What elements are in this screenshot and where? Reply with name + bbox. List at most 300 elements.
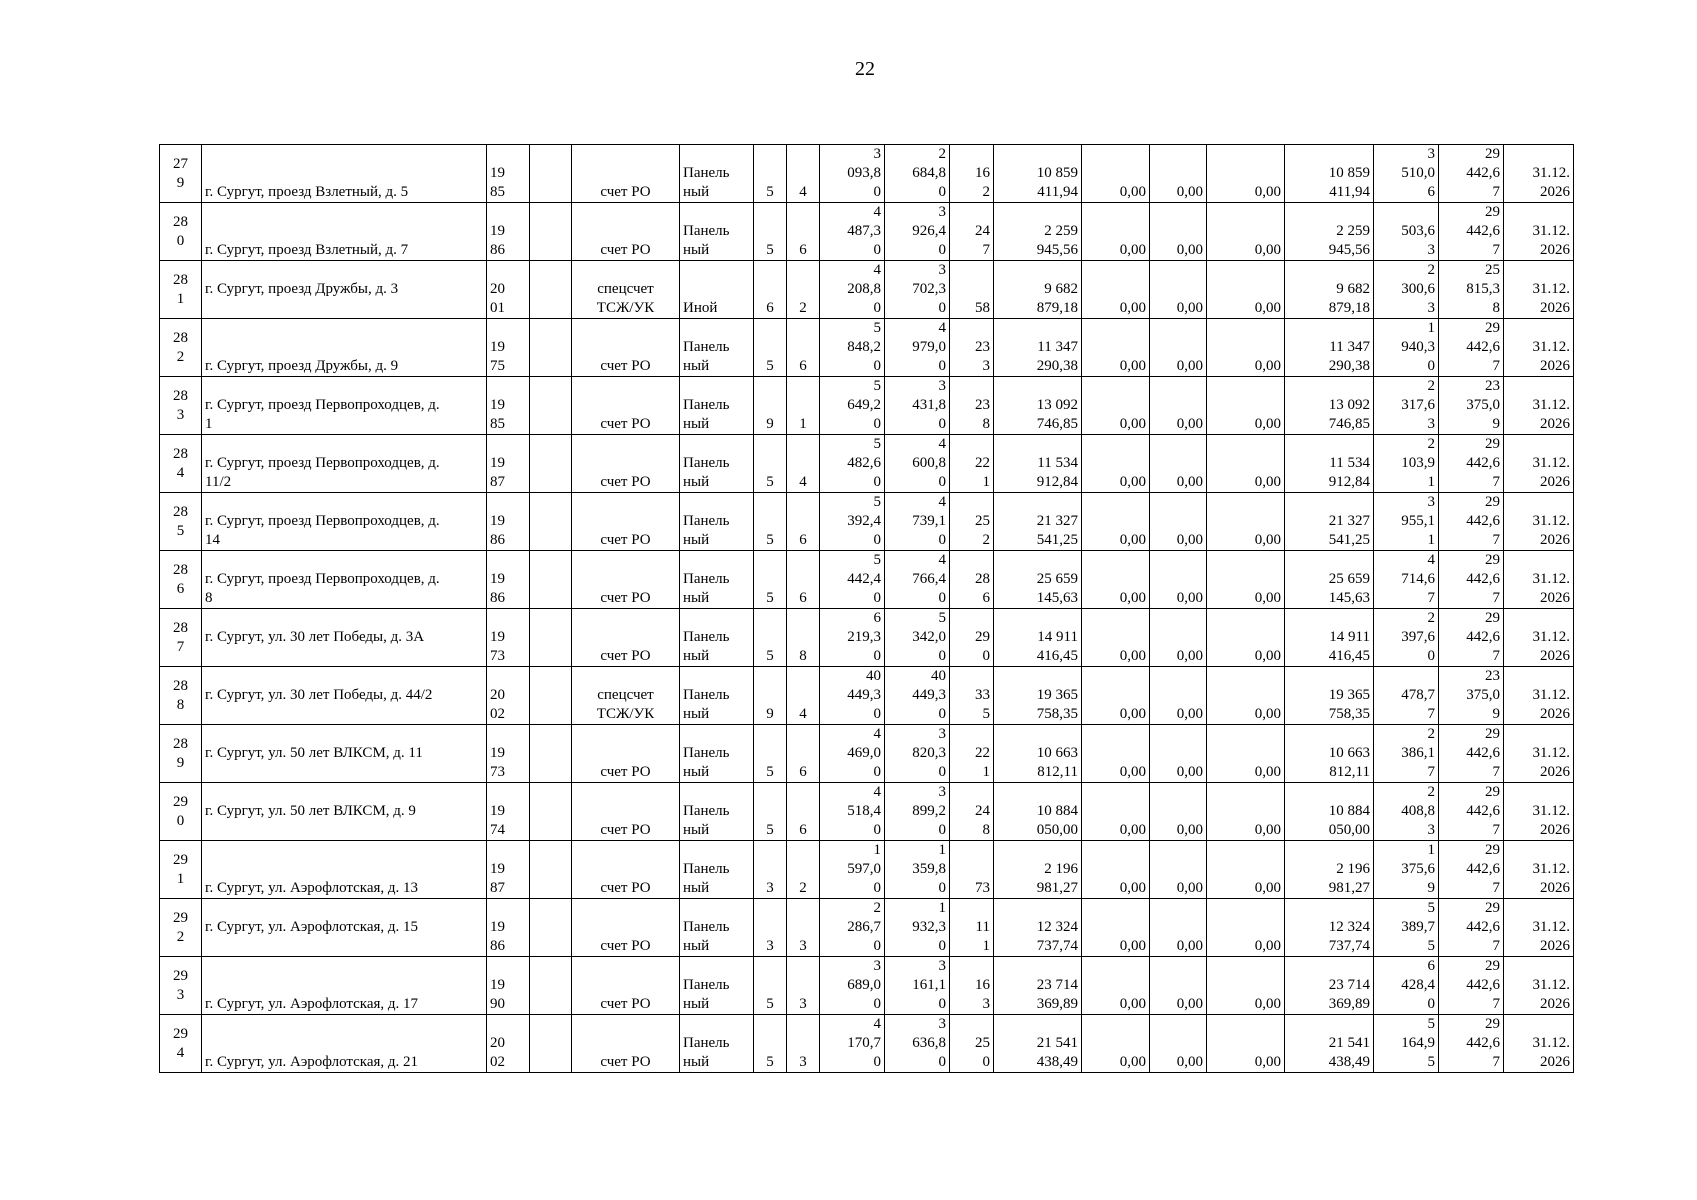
fund-federal-cell: 0,00 [1082, 667, 1150, 725]
residents-cell: 16 3 [950, 957, 994, 1015]
total-area-cell: 5 482,6 0 [820, 435, 885, 493]
total-area-cell: 3 093,8 0 [820, 145, 885, 203]
residents-cell: 11 1 [950, 899, 994, 957]
limit-cost-cell: 29 442,6 7 [1439, 725, 1504, 783]
entrances-cell: 8 [787, 609, 820, 667]
fund-federal-cell: 0,00 [1082, 957, 1150, 1015]
row-number: 28 2 [160, 319, 202, 377]
wall-material-cell: Панель ный [680, 667, 754, 725]
residents-cell: 28 6 [950, 551, 994, 609]
table-row [160, 377, 1574, 435]
completion-date-cell: 31.12. 2026 [1504, 145, 1574, 203]
fund-regional-cell: 0,00 [1150, 145, 1207, 203]
living-area-cell: 4 766,4 0 [885, 551, 950, 609]
table-row [160, 725, 1574, 783]
fund-regional-cell: 0,00 [1150, 551, 1207, 609]
address-cell: г. Сургут, проезд Первопроходцев, д. 1 [202, 377, 487, 435]
total-cost-cell: 2 196 981,27 [994, 841, 1082, 899]
residents-cell: 58 [950, 261, 994, 319]
fund-regional-cell: 0,00 [1150, 899, 1207, 957]
fund-federal-cell: 0,00 [1082, 145, 1150, 203]
fund-municipal-cell: 0,00 [1207, 145, 1285, 203]
build-year-cell: 20 02 [487, 667, 530, 725]
build-year-cell: 20 02 [487, 1015, 530, 1073]
fund-owners-cell: 10 884 050,00 [1285, 783, 1374, 841]
living-area-cell: 3 702,3 0 [885, 261, 950, 319]
limit-cost-cell: 23 375,0 9 [1439, 377, 1504, 435]
blank-cell [530, 783, 572, 841]
fund-owners-cell: 21 541 438,49 [1285, 1015, 1374, 1073]
row-number: 29 2 [160, 899, 202, 957]
fund-method-cell: спецсчет ТСЖ/УК [572, 261, 680, 319]
fund-method-cell: счет РО [572, 319, 680, 377]
unit-cost-cell: 5 164,9 5 [1374, 1015, 1439, 1073]
table-row [160, 841, 1574, 899]
living-area-cell: 1 932,3 0 [885, 899, 950, 957]
fund-federal-cell: 0,00 [1082, 899, 1150, 957]
unit-cost-cell: 2 386,1 7 [1374, 725, 1439, 783]
total-area-cell: 4 487,3 0 [820, 203, 885, 261]
blank-cell [530, 841, 572, 899]
fund-federal-cell: 0,00 [1082, 725, 1150, 783]
blank-cell [530, 957, 572, 1015]
unit-cost-cell: 4 714,6 7 [1374, 551, 1439, 609]
address-cell: г. Сургут, проезд Взлетный, д. 5 [202, 145, 487, 203]
blank-cell [530, 435, 572, 493]
row-number: 28 0 [160, 203, 202, 261]
residents-cell: 25 0 [950, 1015, 994, 1073]
limit-cost-cell: 29 442,6 7 [1439, 493, 1504, 551]
wall-material-cell: Панель ный [680, 319, 754, 377]
living-area-cell: 3 431,8 0 [885, 377, 950, 435]
build-year-cell: 19 87 [487, 435, 530, 493]
fund-owners-cell: 23 714 369,89 [1285, 957, 1374, 1015]
residents-cell: 24 7 [950, 203, 994, 261]
living-area-cell: 40 449,3 0 [885, 667, 950, 725]
wall-material-cell: Панель ный [680, 609, 754, 667]
total-area-cell: 6 219,3 0 [820, 609, 885, 667]
fund-federal-cell: 0,00 [1082, 203, 1150, 261]
address-cell: г. Сургут, проезд Первопроходцев, д. 8 [202, 551, 487, 609]
blank-cell [530, 667, 572, 725]
limit-cost-cell: 29 442,6 7 [1439, 957, 1504, 1015]
row-number: 28 1 [160, 261, 202, 319]
living-area-cell: 4 979,0 0 [885, 319, 950, 377]
total-area-cell: 3 689,0 0 [820, 957, 885, 1015]
total-area-cell: 40 449,3 0 [820, 667, 885, 725]
entrances-cell: 4 [787, 145, 820, 203]
fund-owners-cell: 12 324 737,74 [1285, 899, 1374, 957]
row-number: 28 4 [160, 435, 202, 493]
table-row [160, 551, 1574, 609]
total-cost-cell: 13 092 746,85 [994, 377, 1082, 435]
total-area-cell: 4 170,7 0 [820, 1015, 885, 1073]
fund-federal-cell: 0,00 [1082, 841, 1150, 899]
floors-cell: 5 [754, 725, 787, 783]
fund-method-cell: счет РО [572, 783, 680, 841]
blank-cell [530, 145, 572, 203]
total-cost-cell: 11 347 290,38 [994, 319, 1082, 377]
completion-date-cell: 31.12. 2026 [1504, 435, 1574, 493]
build-year-cell: 19 90 [487, 957, 530, 1015]
fund-regional-cell: 0,00 [1150, 609, 1207, 667]
build-year-cell: 19 85 [487, 145, 530, 203]
living-area-cell: 1 359,8 0 [885, 841, 950, 899]
floors-cell: 5 [754, 203, 787, 261]
wall-material-cell: Панель ный [680, 1015, 754, 1073]
row-number: 27 9 [160, 145, 202, 203]
page-number: 22 [855, 58, 875, 80]
blank-cell [530, 261, 572, 319]
build-year-cell: 19 74 [487, 783, 530, 841]
floors-cell: 6 [754, 261, 787, 319]
table-row [160, 899, 1574, 957]
fund-municipal-cell: 0,00 [1207, 203, 1285, 261]
limit-cost-cell: 29 442,6 7 [1439, 783, 1504, 841]
address-cell: г. Сургут, проезд Первопроходцев, д. 14 [202, 493, 487, 551]
living-area-cell: 3 636,8 0 [885, 1015, 950, 1073]
fund-method-cell: счет РО [572, 435, 680, 493]
completion-date-cell: 31.12. 2026 [1504, 377, 1574, 435]
fund-method-cell: счет РО [572, 145, 680, 203]
total-cost-cell: 19 365 758,35 [994, 667, 1082, 725]
fund-regional-cell: 0,00 [1150, 957, 1207, 1015]
fund-regional-cell: 0,00 [1150, 261, 1207, 319]
row-number: 28 8 [160, 667, 202, 725]
total-cost-cell: 23 714 369,89 [994, 957, 1082, 1015]
address-cell: г. Сургут, ул. 30 лет Победы, д. 44/2 [202, 667, 487, 725]
fund-regional-cell: 0,00 [1150, 319, 1207, 377]
residents-cell: 25 2 [950, 493, 994, 551]
entrances-cell: 4 [787, 667, 820, 725]
total-cost-cell: 21 327 541,25 [994, 493, 1082, 551]
table-row [160, 957, 1574, 1015]
address-cell: г. Сургут, ул. Аэрофлотская, д. 21 [202, 1015, 487, 1073]
fund-federal-cell: 0,00 [1082, 435, 1150, 493]
build-year-cell: 19 73 [487, 725, 530, 783]
limit-cost-cell: 25 815,3 8 [1439, 261, 1504, 319]
table-row [160, 203, 1574, 261]
total-cost-cell: 10 663 812,11 [994, 725, 1082, 783]
table-row [160, 145, 1574, 203]
build-year-cell: 19 85 [487, 377, 530, 435]
row-number: 28 9 [160, 725, 202, 783]
entrances-cell: 3 [787, 899, 820, 957]
address-cell: г. Сургут, проезд Дружбы, д. 3 [202, 261, 487, 319]
fund-regional-cell: 0,00 [1150, 435, 1207, 493]
build-year-cell: 19 73 [487, 609, 530, 667]
floors-cell: 5 [754, 145, 787, 203]
blank-cell [530, 725, 572, 783]
build-year-cell: 20 01 [487, 261, 530, 319]
build-year-cell: 19 86 [487, 493, 530, 551]
fund-owners-cell: 11 534 912,84 [1285, 435, 1374, 493]
total-area-cell: 5 848,2 0 [820, 319, 885, 377]
fund-method-cell: счет РО [572, 841, 680, 899]
address-cell: г. Сургут, ул. Аэрофлотская, д. 13 [202, 841, 487, 899]
fund-method-cell: спецсчет ТСЖ/УК [572, 667, 680, 725]
fund-municipal-cell: 0,00 [1207, 1015, 1285, 1073]
residents-cell: 23 3 [950, 319, 994, 377]
blank-cell [530, 493, 572, 551]
unit-cost-cell: 1 940,3 0 [1374, 319, 1439, 377]
fund-owners-cell: 19 365 758,35 [1285, 667, 1374, 725]
fund-method-cell: счет РО [572, 203, 680, 261]
address-cell: г. Сургут, проезд Взлетный, д. 7 [202, 203, 487, 261]
entrances-cell: 6 [787, 783, 820, 841]
table-row [160, 435, 1574, 493]
fund-owners-cell: 2 259 945,56 [1285, 203, 1374, 261]
blank-cell [530, 203, 572, 261]
row-number: 28 7 [160, 609, 202, 667]
floors-cell: 5 [754, 551, 787, 609]
completion-date-cell: 31.12. 2026 [1504, 725, 1574, 783]
total-area-cell: 1 597,0 0 [820, 841, 885, 899]
total-area-cell: 4 469,0 0 [820, 725, 885, 783]
residents-cell: 24 8 [950, 783, 994, 841]
total-area-cell: 4 518,4 0 [820, 783, 885, 841]
wall-material-cell: Панель ный [680, 493, 754, 551]
fund-municipal-cell: 0,00 [1207, 957, 1285, 1015]
unit-cost-cell: 2 397,6 0 [1374, 609, 1439, 667]
floors-cell: 9 [754, 377, 787, 435]
limit-cost-cell: 29 442,6 7 [1439, 609, 1504, 667]
blank-cell [530, 899, 572, 957]
total-cost-cell: 21 541 438,49 [994, 1015, 1082, 1073]
fund-federal-cell: 0,00 [1082, 609, 1150, 667]
table-row [160, 1015, 1574, 1073]
wall-material-cell: Иной [680, 261, 754, 319]
limit-cost-cell: 29 442,6 7 [1439, 1015, 1504, 1073]
table-row [160, 493, 1574, 551]
entrances-cell: 6 [787, 493, 820, 551]
fund-municipal-cell: 0,00 [1207, 783, 1285, 841]
wall-material-cell: Панель ный [680, 725, 754, 783]
living-area-cell: 4 739,1 0 [885, 493, 950, 551]
floors-cell: 5 [754, 783, 787, 841]
completion-date-cell: 31.12. 2026 [1504, 203, 1574, 261]
completion-date-cell: 31.12. 2026 [1504, 667, 1574, 725]
fund-regional-cell: 0,00 [1150, 725, 1207, 783]
total-area-cell: 5 392,4 0 [820, 493, 885, 551]
address-cell: г. Сургут, ул. 50 лет ВЛКСМ, д. 11 [202, 725, 487, 783]
total-area-cell: 2 286,7 0 [820, 899, 885, 957]
fund-municipal-cell: 0,00 [1207, 319, 1285, 377]
fund-federal-cell: 0,00 [1082, 551, 1150, 609]
completion-date-cell: 31.12. 2026 [1504, 899, 1574, 957]
row-number: 28 3 [160, 377, 202, 435]
address-cell: г. Сургут, ул. 30 лет Победы, д. 3А [202, 609, 487, 667]
address-cell: г. Сургут, проезд Дружбы, д. 9 [202, 319, 487, 377]
fund-owners-cell: 10 663 812,11 [1285, 725, 1374, 783]
table-row [160, 319, 1574, 377]
wall-material-cell: Панель ный [680, 377, 754, 435]
row-number: 29 1 [160, 841, 202, 899]
fund-regional-cell: 0,00 [1150, 1015, 1207, 1073]
total-cost-cell: 10 859 411,94 [994, 145, 1082, 203]
total-area-cell: 5 649,2 0 [820, 377, 885, 435]
build-year-cell: 19 86 [487, 551, 530, 609]
wall-material-cell: Панель ный [680, 145, 754, 203]
completion-date-cell: 31.12. 2026 [1504, 841, 1574, 899]
entrances-cell: 3 [787, 957, 820, 1015]
fund-owners-cell: 25 659 145,63 [1285, 551, 1374, 609]
total-cost-cell: 2 259 945,56 [994, 203, 1082, 261]
entrances-cell: 1 [787, 377, 820, 435]
fund-municipal-cell: 0,00 [1207, 725, 1285, 783]
blank-cell [530, 551, 572, 609]
floors-cell: 3 [754, 899, 787, 957]
floors-cell: 5 [754, 609, 787, 667]
fund-owners-cell: 14 911 416,45 [1285, 609, 1374, 667]
entrances-cell: 2 [787, 261, 820, 319]
unit-cost-cell: 5 389,7 5 [1374, 899, 1439, 957]
limit-cost-cell: 29 442,6 7 [1439, 551, 1504, 609]
registry-table [159, 144, 1574, 1073]
unit-cost-cell: 2 317,6 3 [1374, 377, 1439, 435]
blank-cell [530, 319, 572, 377]
blank-cell [530, 609, 572, 667]
row-number: 29 0 [160, 783, 202, 841]
wall-material-cell: Панель ный [680, 435, 754, 493]
table-row [160, 609, 1574, 667]
entrances-cell: 3 [787, 1015, 820, 1073]
residents-cell: 29 0 [950, 609, 994, 667]
floors-cell: 5 [754, 957, 787, 1015]
limit-cost-cell: 29 442,6 7 [1439, 841, 1504, 899]
completion-date-cell: 31.12. 2026 [1504, 319, 1574, 377]
entrances-cell: 6 [787, 725, 820, 783]
fund-municipal-cell: 0,00 [1207, 609, 1285, 667]
fund-method-cell: счет РО [572, 609, 680, 667]
fund-federal-cell: 0,00 [1082, 319, 1150, 377]
fund-municipal-cell: 0,00 [1207, 899, 1285, 957]
entrances-cell: 6 [787, 203, 820, 261]
wall-material-cell: Панель ный [680, 783, 754, 841]
fund-method-cell: счет РО [572, 725, 680, 783]
fund-owners-cell: 2 196 981,27 [1285, 841, 1374, 899]
living-area-cell: 3 161,1 0 [885, 957, 950, 1015]
unit-cost-cell: 2 300,6 3 [1374, 261, 1439, 319]
fund-method-cell: счет РО [572, 377, 680, 435]
table-row [160, 667, 1574, 725]
residents-cell: 23 8 [950, 377, 994, 435]
total-cost-cell: 9 682 879,18 [994, 261, 1082, 319]
limit-cost-cell: 29 442,6 7 [1439, 203, 1504, 261]
fund-regional-cell: 0,00 [1150, 377, 1207, 435]
address-cell: г. Сургут, ул. 50 лет ВЛКСМ, д. 9 [202, 783, 487, 841]
total-area-cell: 5 442,4 0 [820, 551, 885, 609]
living-area-cell: 4 600,8 0 [885, 435, 950, 493]
limit-cost-cell: 29 442,6 7 [1439, 899, 1504, 957]
unit-cost-cell: 3 510,0 6 [1374, 145, 1439, 203]
residents-cell: 22 1 [950, 435, 994, 493]
floors-cell: 3 [754, 841, 787, 899]
row-number: 28 6 [160, 551, 202, 609]
fund-federal-cell: 0,00 [1082, 1015, 1150, 1073]
floors-cell: 9 [754, 667, 787, 725]
fund-federal-cell: 0,00 [1082, 783, 1150, 841]
fund-method-cell: счет РО [572, 957, 680, 1015]
floors-cell: 5 [754, 435, 787, 493]
wall-material-cell: Панель ный [680, 957, 754, 1015]
fund-municipal-cell: 0,00 [1207, 551, 1285, 609]
fund-regional-cell: 0,00 [1150, 203, 1207, 261]
total-cost-cell: 25 659 145,63 [994, 551, 1082, 609]
build-year-cell: 19 86 [487, 203, 530, 261]
total-area-cell: 4 208,8 0 [820, 261, 885, 319]
fund-federal-cell: 0,00 [1082, 493, 1150, 551]
fund-regional-cell: 0,00 [1150, 783, 1207, 841]
completion-date-cell: 31.12. 2026 [1504, 957, 1574, 1015]
fund-regional-cell: 0,00 [1150, 667, 1207, 725]
limit-cost-cell: 23 375,0 9 [1439, 667, 1504, 725]
floors-cell: 5 [754, 319, 787, 377]
row-number: 28 5 [160, 493, 202, 551]
blank-cell [530, 377, 572, 435]
entrances-cell: 6 [787, 319, 820, 377]
unit-cost-cell: 3 955,1 1 [1374, 493, 1439, 551]
fund-owners-cell: 21 327 541,25 [1285, 493, 1374, 551]
limit-cost-cell: 29 442,6 7 [1439, 319, 1504, 377]
address-cell: г. Сургут, ул. Аэрофлотская, д. 17 [202, 957, 487, 1015]
fund-method-cell: счет РО [572, 899, 680, 957]
entrances-cell: 6 [787, 551, 820, 609]
fund-regional-cell: 0,00 [1150, 841, 1207, 899]
fund-owners-cell: 10 859 411,94 [1285, 145, 1374, 203]
build-year-cell: 19 75 [487, 319, 530, 377]
completion-date-cell: 31.12. 2026 [1504, 261, 1574, 319]
unit-cost-cell: 2 408,8 3 [1374, 783, 1439, 841]
fund-owners-cell: 11 347 290,38 [1285, 319, 1374, 377]
fund-municipal-cell: 0,00 [1207, 261, 1285, 319]
fund-municipal-cell: 0,00 [1207, 377, 1285, 435]
total-cost-cell: 14 911 416,45 [994, 609, 1082, 667]
living-area-cell: 5 342,0 0 [885, 609, 950, 667]
table-row [160, 261, 1574, 319]
fund-regional-cell: 0,00 [1150, 493, 1207, 551]
fund-municipal-cell: 0,00 [1207, 493, 1285, 551]
entrances-cell: 2 [787, 841, 820, 899]
fund-owners-cell: 9 682 879,18 [1285, 261, 1374, 319]
floors-cell: 5 [754, 493, 787, 551]
blank-cell [530, 1015, 572, 1073]
fund-method-cell: счет РО [572, 551, 680, 609]
completion-date-cell: 31.12. 2026 [1504, 783, 1574, 841]
residents-cell: 33 5 [950, 667, 994, 725]
floors-cell: 5 [754, 1015, 787, 1073]
address-cell: г. Сургут, ул. Аэрофлотская, д. 15 [202, 899, 487, 957]
completion-date-cell: 31.12. 2026 [1504, 1015, 1574, 1073]
unit-cost-cell: 503,6 3 [1374, 203, 1439, 261]
fund-federal-cell: 0,00 [1082, 261, 1150, 319]
fund-method-cell: счет РО [572, 493, 680, 551]
wall-material-cell: Панель ный [680, 551, 754, 609]
fund-method-cell: счет РО [572, 1015, 680, 1073]
completion-date-cell: 31.12. 2026 [1504, 609, 1574, 667]
fund-owners-cell: 13 092 746,85 [1285, 377, 1374, 435]
total-cost-cell: 10 884 050,00 [994, 783, 1082, 841]
wall-material-cell: Панель ный [680, 203, 754, 261]
fund-municipal-cell: 0,00 [1207, 435, 1285, 493]
fund-federal-cell: 0,00 [1082, 377, 1150, 435]
unit-cost-cell: 1 375,6 9 [1374, 841, 1439, 899]
build-year-cell: 19 87 [487, 841, 530, 899]
fund-municipal-cell: 0,00 [1207, 667, 1285, 725]
completion-date-cell: 31.12. 2026 [1504, 493, 1574, 551]
completion-date-cell: 31.12. 2026 [1504, 551, 1574, 609]
residents-cell: 22 1 [950, 725, 994, 783]
